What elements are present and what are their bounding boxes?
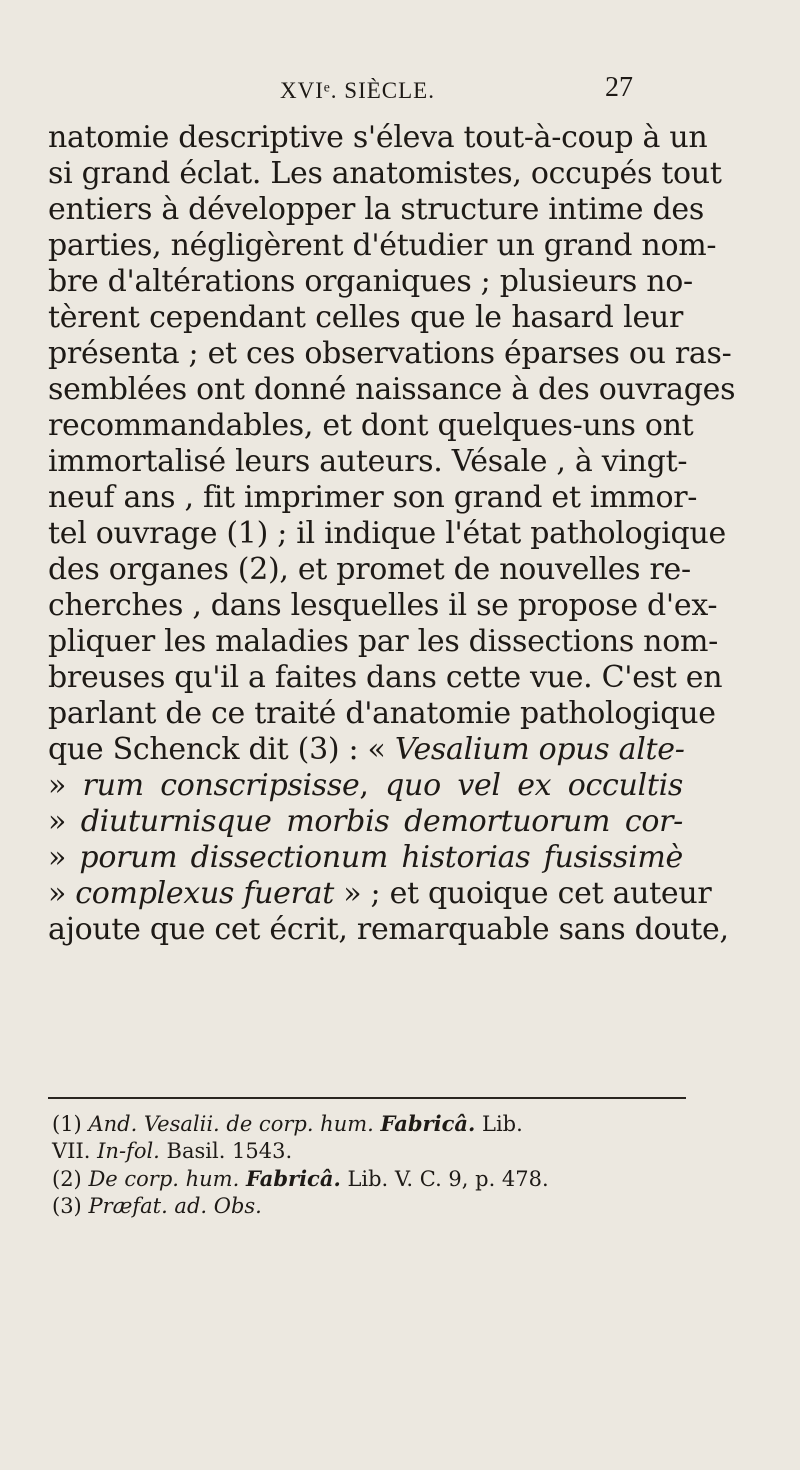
latin-quote: quo vel ex occultis [385, 768, 683, 803]
quote-mark: » [48, 768, 83, 803]
latin-quote: Vesalium opus alte- [394, 732, 685, 767]
text-line-quote [48, 840, 683, 876]
text-line-quote [48, 768, 683, 804]
latin-quote: porum dissectionum historias fusissimè [79, 840, 683, 875]
text-line: ajoute que cet écrit, remarquable sans doute, [48, 912, 729, 947]
text-line-quote [48, 804, 683, 840]
footnote-marker: (3) [52, 1194, 82, 1218]
text-line-quote-start [48, 732, 683, 768]
footnote-text: VII. [52, 1139, 91, 1163]
latin-quote: complexus fuerat [75, 876, 334, 911]
footnote-text: Lib. V. C. 9, p. 478. [347, 1167, 549, 1191]
text-segment: , [359, 768, 386, 803]
footnotes [52, 1110, 682, 1220]
text-line-quote-end [48, 876, 712, 912]
text-line: natomie descriptive s'éleva tout-à-coup à un [48, 120, 708, 155]
footnote-citation: Præfat. ad. Obs. [88, 1194, 262, 1218]
footnote-1 [52, 1110, 682, 1138]
text-line: des organes (2), et promet de nouvelles re- [48, 552, 691, 587]
footnote-divider [48, 1097, 686, 1099]
quote-mark: » [48, 840, 80, 875]
text-line: si grand éclat. Les anatomistes, occupés tout [48, 156, 722, 191]
footnote-citation: De corp. hum. [88, 1167, 240, 1191]
text-line: tèrent cependant celles que le hasard leur [48, 300, 683, 335]
running-title: XVIᵉ. SIÈCLE. [280, 78, 435, 103]
text-segment: que Schenck dit (3) : « [48, 732, 395, 767]
text-line: immortalisé leurs auteurs. Vésale , à vingt- [48, 444, 688, 479]
text-line: semblées ont donné naissance à des ouvrages [48, 372, 736, 407]
quote-mark: » [48, 804, 81, 839]
text-line: breuses qu'il a faites dans cette vue. C'est en [48, 660, 723, 695]
text-line: présenta ; et ces observations éparses ou ras- [48, 336, 732, 371]
latin-quote: rum conscripsisse [82, 768, 360, 803]
text-line: bre d'altérations organiques ; plusieurs no- [48, 264, 693, 299]
footnote-marker: (2) [52, 1167, 82, 1191]
footnote-1-cont [52, 1138, 682, 1165]
footnote-text: Basil. 1543. [166, 1139, 293, 1163]
footnote-citation: And. Vesalii. de corp. hum. [88, 1112, 374, 1136]
footnote-title: Fabricâ. [380, 1111, 476, 1136]
text-line: entiers à développer la structure intime des [48, 192, 704, 227]
text-line: recommandables, et dont quelques-uns ont [48, 408, 694, 443]
text-line: parties, négligèrent d'étudier un grand nom- [48, 228, 717, 263]
footnote-text: Lib. [482, 1112, 523, 1136]
main-text [48, 120, 736, 948]
footnote-marker: (1) [52, 1112, 82, 1136]
text-line: tel ouvrage (1) ; il indique l'état pathologique [48, 516, 726, 551]
footnote-2 [52, 1165, 682, 1193]
quote-mark: » [48, 876, 76, 911]
latin-quote: diuturnisque morbis demortuorum cor- [80, 804, 684, 839]
footnote-title: Fabricâ. [245, 1166, 341, 1191]
text-segment: » ; et quoique cet auteur [334, 876, 712, 911]
text-line: neuf ans , fit imprimer son grand et immor- [48, 480, 698, 515]
text-line: pliquer les maladies par les dissections nom- [48, 624, 718, 659]
page-header [0, 72, 800, 118]
text-line: parlant de ce traité d'anatomie pathologique [48, 696, 716, 731]
footnote-3 [52, 1193, 682, 1220]
page-number: 27 [605, 72, 633, 103]
footnote-citation: In-fol. [97, 1139, 160, 1163]
text-line: cherches , dans lesquelles il se propose d'ex- [48, 588, 718, 623]
